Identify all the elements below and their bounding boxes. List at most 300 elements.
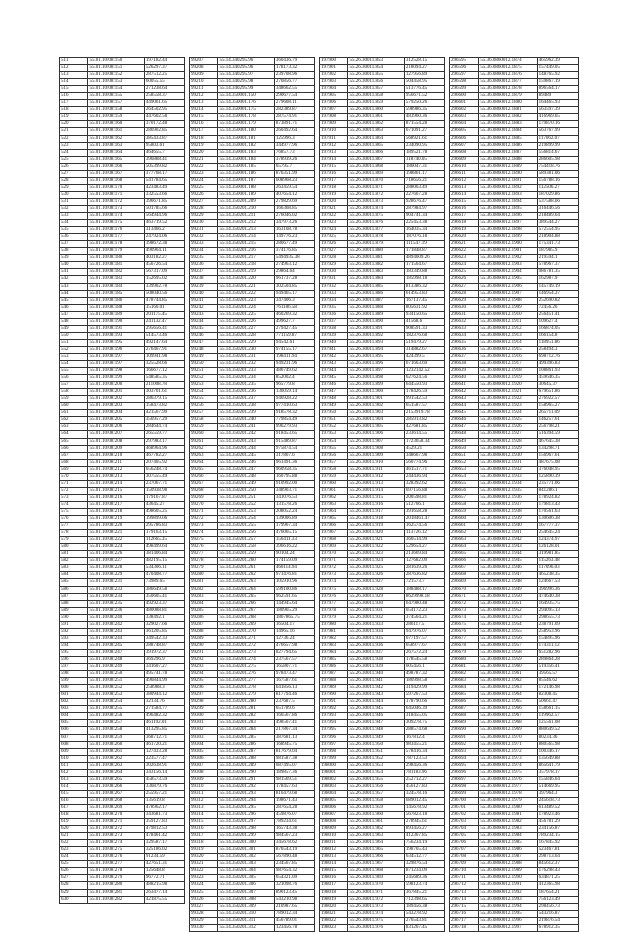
table-row <box>190 403 315 410</box>
row-id-cell: 99264 <box>190 459 218 466</box>
row-code-cell: 55.36.0860012.1989 <box>479 868 537 875</box>
table-row <box>450 241 579 248</box>
row-value-cell: 458573.59 <box>144 776 184 783</box>
table-row <box>320 79 445 86</box>
row-value-cell: 127956.89 <box>404 72 444 79</box>
row-id-cell: 99271 <box>190 509 218 516</box>
table-row <box>190 812 315 819</box>
row-id-cell: 296702 <box>450 812 479 819</box>
table-row <box>320 149 445 156</box>
row-id-cell: 99287 <box>190 621 218 628</box>
table-row <box>60 826 185 833</box>
row-code-cell: 55.26.30011.869 <box>348 170 404 177</box>
table-row <box>320 635 445 642</box>
table-row <box>190 572 315 579</box>
row-code-cell: 55.01.10/08:234 <box>88 593 144 600</box>
table-row <box>60 875 185 882</box>
table-row <box>450 191 579 198</box>
row-code-cell: 55.36.0860012.1973 <box>479 755 537 762</box>
row-value-cell: 4529.21 <box>404 445 444 452</box>
table-row <box>60 819 185 826</box>
row-code-cell: 55.01.10/08:240 <box>88 614 144 621</box>
row-value-cell: 543210.98 <box>274 896 314 903</box>
row-value-cell: 145678.92 <box>404 804 444 811</box>
table-row <box>450 487 579 494</box>
table-row <box>450 762 579 769</box>
table-row <box>320 332 445 339</box>
table-row <box>450 621 579 628</box>
table-row <box>190 826 315 833</box>
table-row <box>450 910 579 917</box>
row-value-cell: 483960.36 <box>404 114 444 121</box>
row-code-cell: 55.36.0860012.1971 <box>479 741 537 748</box>
row-value-cell: 396888.41 <box>144 156 184 163</box>
table-row <box>60 685 185 692</box>
row-value-cell: 495741.78 <box>144 671 184 678</box>
row-id-cell: 296607 <box>450 142 479 149</box>
row-code-cell: 55.01.10/08:188 <box>88 304 144 311</box>
row-code-cell: 55.14.350201.300 <box>218 840 274 847</box>
row-value-cell: 1867865.75 <box>274 614 314 621</box>
row-code-cell: 55.26.30011.966 <box>348 854 404 861</box>
table-row <box>190 142 315 149</box>
table-row <box>450 593 579 600</box>
row-code-cell: 55.26.30011.862 <box>348 121 404 128</box>
row-id-cell: 513 <box>60 72 88 79</box>
row-value-cell: 176298.43 <box>537 868 578 875</box>
row-code-cell: 55.26.30011.926 <box>348 572 404 579</box>
table-row <box>190 762 315 769</box>
row-id-cell: 197997 <box>320 741 348 748</box>
row-code-cell: 55.26.30011.868 <box>348 163 404 170</box>
row-code-cell: 55.26.30011.931 <box>348 607 404 614</box>
row-code-cell: 55.14.350201.243 <box>218 438 274 445</box>
row-code-cell: 55.36.0860012.1908 <box>479 297 537 304</box>
row-code-cell: 55.14.350201.298 <box>218 826 274 833</box>
table-row <box>450 748 579 755</box>
row-id-cell: 197946 <box>320 382 348 389</box>
table-row <box>60 375 185 382</box>
table-row <box>450 868 579 875</box>
table-row <box>320 220 445 227</box>
row-id-cell: 197999 <box>320 755 348 762</box>
row-code-cell: 55.14.350201.248 <box>218 473 274 480</box>
row-code-cell: 55.36.0860012.1915 <box>479 346 537 353</box>
row-value-cell: 324578.16 <box>404 790 444 797</box>
row-id-cell: 197911 <box>320 135 348 142</box>
row-id-cell: 99218 <box>190 135 218 142</box>
row-value-cell: 563767.99 <box>537 128 578 135</box>
row-code-cell: 55.26.30011.918 <box>348 516 404 523</box>
row-value-cell: 599100.86 <box>274 586 314 593</box>
row-value-cell: 370172.48 <box>144 121 184 128</box>
row-code-cell: 55.14.350201.233 <box>218 368 274 375</box>
row-id-cell: 296634 <box>450 332 479 339</box>
table-row <box>320 227 445 234</box>
row-code-cell: 55.01.10/08:150 <box>88 58 144 65</box>
row-id-cell: 197913 <box>320 149 348 156</box>
row-code-cell: 55.36.0860012.1950 <box>479 593 537 600</box>
row-id-cell: 543 <box>60 283 88 290</box>
row-value-cell: 219876.54 <box>537 917 578 924</box>
table-row <box>320 882 445 889</box>
row-value-cell: 76857.73 <box>274 149 314 156</box>
row-id-cell: 99288 <box>190 628 218 635</box>
table-row <box>60 339 185 346</box>
row-code-cell: 55.14.350201.227 <box>218 325 274 332</box>
row-code-cell: 55.26.30011.922 <box>348 544 404 551</box>
row-id-cell: 197960 <box>320 480 348 487</box>
row-id-cell: 197998 <box>320 748 348 755</box>
row-value-cell: 179167.87 <box>144 494 184 501</box>
table-row <box>320 544 445 551</box>
row-code-cell: 55.14.350201.247 <box>218 466 274 473</box>
row-id-cell: 579 <box>60 537 88 544</box>
table-row <box>450 297 579 304</box>
table-row <box>60 607 185 614</box>
table-row <box>320 198 445 205</box>
row-id-cell: 296705 <box>450 833 479 840</box>
row-id-cell: 197942 <box>320 353 348 360</box>
row-id-cell: 99311 <box>190 790 218 797</box>
row-id-cell: 551 <box>60 339 88 346</box>
row-id-cell: 296648 <box>450 431 479 438</box>
row-id-cell: 296698 <box>450 783 479 790</box>
table-row <box>450 255 579 262</box>
row-id-cell: 198015 <box>320 868 348 875</box>
table-row <box>450 93 579 100</box>
row-id-cell: 296680 <box>450 656 479 663</box>
row-id-cell: 197951 <box>320 417 348 424</box>
row-id-cell: 99220 <box>190 149 218 156</box>
row-code-cell: 55.01.10/08:247 <box>88 649 144 656</box>
row-value-cell: 298456.36 <box>404 762 444 769</box>
row-id-cell: 198008 <box>320 819 348 826</box>
row-value-cell: 461720.21 <box>144 741 184 748</box>
table-row <box>320 783 445 790</box>
row-code-cell: 55.01.10/08:256 <box>88 713 144 720</box>
table-row <box>320 579 445 586</box>
row-code-cell: 55.14.350201.220 <box>218 276 274 283</box>
table-row <box>450 551 579 558</box>
row-value-cell: 313466.2 <box>144 227 184 234</box>
row-id-cell: 197995 <box>320 727 348 734</box>
row-value-cell: 252712.27 <box>404 776 444 783</box>
table-row <box>190 593 315 600</box>
row-value-cell: 852002.4 <box>274 375 314 382</box>
table-row <box>450 107 579 114</box>
row-code-cell: 55.26.30011.872 <box>348 191 404 198</box>
row-code-cell: 55.26.30011.878 <box>348 234 404 241</box>
row-code-cell: 55.14.340295.96 <box>218 65 274 72</box>
table-row <box>60 213 185 220</box>
table-row <box>190 642 315 649</box>
row-id-cell: 198002 <box>320 776 348 783</box>
row-value-cell: 456726.54 <box>144 262 184 269</box>
row-value-cell: 198861.17 <box>404 170 444 177</box>
row-id-cell: 530 <box>60 191 88 198</box>
table-row <box>60 149 185 156</box>
row-code-cell: 55.26.30011.955 <box>348 776 404 783</box>
table-row <box>320 572 445 579</box>
row-value-cell: 519479.27 <box>404 339 444 346</box>
table-body <box>450 58 579 932</box>
row-id-cell: 197983 <box>320 642 348 649</box>
row-code-cell: 55.01.10/08:210 <box>88 452 144 459</box>
row-id-cell: 99325 <box>190 889 218 896</box>
row-value-cell: 421567.99 <box>144 410 184 417</box>
table-row <box>60 544 185 551</box>
row-id-cell: 197977 <box>320 600 348 607</box>
row-code-cell: 55.01.10/08:198 <box>88 368 144 375</box>
row-value-cell: 486749.62 <box>274 368 314 375</box>
row-id-cell: 99209 <box>190 72 218 79</box>
row-code-cell: 55.14.340295.97 <box>218 72 274 79</box>
row-code-cell: 55.26.30011.927 <box>348 579 404 586</box>
row-code-cell: 55.36.0860012.1980 <box>479 804 537 811</box>
row-value-cell: 492923.37 <box>144 600 184 607</box>
table-row <box>320 353 445 360</box>
row-id-cell: 99312 <box>190 797 218 804</box>
row-code-cell: 55.14.350201.245 <box>218 452 274 459</box>
row-code-cell: 55.26.30011.906 <box>348 431 404 438</box>
row-id-cell: 197967 <box>320 530 348 537</box>
row-value-cell: 164465.93 <box>537 100 578 107</box>
table-row <box>320 826 445 833</box>
row-code-cell: 55.14.350001.185 <box>218 163 274 170</box>
row-id-cell: 296637 <box>450 353 479 360</box>
row-value-cell: 287654.28 <box>274 804 314 811</box>
row-id-cell: 99291 <box>190 649 218 656</box>
table-row <box>450 896 579 903</box>
row-id-cell: 296671 <box>450 593 479 600</box>
table-row <box>450 713 579 720</box>
row-id-cell: 296643 <box>450 396 479 403</box>
table-row <box>60 530 185 537</box>
row-id-cell: 628 <box>60 882 88 889</box>
row-id-cell: 533 <box>60 213 88 220</box>
table-row <box>60 248 185 255</box>
row-id-cell: 99227 <box>190 198 218 205</box>
row-code-cell: 55.36.0860012.1984 <box>479 833 537 840</box>
row-value-cell: 827794.65 <box>274 649 314 656</box>
row-value-cell: 568921.61 <box>404 135 444 142</box>
row-code-cell: 55.01.10/08:253 <box>88 692 144 699</box>
row-code-cell: 55.26.30011.932 <box>348 614 404 621</box>
table-row <box>450 403 579 410</box>
row-id-cell: 517 <box>60 100 88 107</box>
row-code-cell: 55.01.10/08:235 <box>88 600 144 607</box>
row-value-cell: 188488.17 <box>404 586 444 593</box>
table-row <box>450 417 579 424</box>
table-row <box>450 924 579 931</box>
row-code-cell: 55.01.10/08:168 <box>88 177 144 184</box>
row-value-cell: 461517.71 <box>404 466 444 473</box>
table-row <box>320 868 445 875</box>
row-id-cell: 296610 <box>450 163 479 170</box>
row-id-cell: 197903 <box>320 79 348 86</box>
table-row <box>450 819 579 826</box>
table-row <box>450 847 579 854</box>
table-row <box>190 262 315 269</box>
row-id-cell: 296707 <box>450 847 479 854</box>
row-code-cell: 55.36.0860012.1969 <box>479 727 537 734</box>
row-code-cell: 55.26.30011.863 <box>348 128 404 135</box>
row-code-cell: 55.14.350201.259 <box>218 551 274 558</box>
table-row <box>450 544 579 551</box>
row-code-cell: 55.14.350001.183 <box>218 149 274 156</box>
row-code-cell: 55.14.350201.260 <box>218 558 274 565</box>
row-value-cell: 817679.04 <box>274 748 314 755</box>
row-value-cell: 85546.62 <box>537 678 578 685</box>
row-code-cell: 55.01.10/08:200 <box>88 382 144 389</box>
row-code-cell: 55.26.30011.915 <box>348 494 404 501</box>
row-code-cell: 55.26.30011.924 <box>348 558 404 565</box>
row-code-cell: 55.26.30011.937 <box>348 649 404 656</box>
row-value-cell: 880649.52 <box>537 727 578 734</box>
table-row <box>60 198 185 205</box>
row-code-cell: 55.01.10/08:170 <box>88 184 144 191</box>
row-code-cell: 55.01.10/08:159 <box>88 114 144 121</box>
row-code-cell: 55.36.0860012.1978 <box>479 790 537 797</box>
row-code-cell: 55.14.350201.232 <box>218 361 274 368</box>
row-id-cell: 296650 <box>450 445 479 452</box>
row-id-cell: 296694 <box>450 755 479 762</box>
row-id-cell: 99273 <box>190 523 218 530</box>
row-value-cell: 499627.7 <box>274 318 314 325</box>
row-code-cell: 55.36.0860012.1884 <box>479 128 537 135</box>
row-id-cell: 559 <box>60 396 88 403</box>
row-code-cell: 55.01.10/08:196 <box>88 346 144 353</box>
row-id-cell: 99232 <box>190 234 218 241</box>
row-value-cell: 996279.93 <box>274 424 314 431</box>
row-value-cell: 548585.35 <box>144 375 184 382</box>
row-code-cell: 55.36.0860012.1974 <box>479 762 537 769</box>
table-row <box>450 558 579 565</box>
row-value-cell: 871554.28 <box>404 121 444 128</box>
table-row <box>450 135 579 142</box>
row-value-cell: 287512.25 <box>144 72 184 79</box>
table-row <box>60 833 185 840</box>
row-id-cell: 99309 <box>190 776 218 783</box>
row-value-cell: 109627.4 <box>537 318 578 325</box>
row-code-cell: 55.26.30011.917 <box>348 509 404 516</box>
row-id-cell: 296715 <box>450 903 479 910</box>
row-code-cell: 55.01.10/08:178 <box>88 241 144 248</box>
table-row <box>60 579 185 586</box>
row-value-cell: 421875.55 <box>144 896 184 903</box>
row-id-cell: 296683 <box>450 678 479 685</box>
row-id-cell: 296686 <box>450 699 479 706</box>
row-id-cell: 546 <box>60 304 88 311</box>
row-value-cell: 144945.64 <box>274 600 314 607</box>
table-row <box>320 459 445 466</box>
table-row <box>320 262 445 269</box>
row-code-cell: 55.26.30011.894 <box>348 346 404 353</box>
table-row <box>320 847 445 854</box>
table-row <box>60 896 185 903</box>
table-row <box>60 748 185 755</box>
row-id-cell: 296606 <box>450 135 479 142</box>
row-id-cell: 573 <box>60 494 88 501</box>
row-value-cell: 276856.77 <box>274 79 314 86</box>
row-code-cell: 55.26.30011.877 <box>348 227 404 234</box>
row-code-cell: 55.26.30011.904 <box>348 417 404 424</box>
table-row <box>60 699 185 706</box>
row-code-cell: 55.36.0860012.1956 <box>479 635 537 642</box>
table-row <box>190 170 315 177</box>
row-id-cell: 587 <box>60 593 88 600</box>
row-code-cell: 55.36.0860012.1938 <box>479 509 537 516</box>
row-code-cell: 55.36.0860012.1997 <box>479 924 537 931</box>
table-row <box>60 812 185 819</box>
row-id-cell: 562 <box>60 417 88 424</box>
table-row <box>450 565 579 572</box>
table-row <box>60 713 185 720</box>
row-code-cell: 55.01.10/08:219 <box>88 516 144 523</box>
row-code-cell: 55.26.30011.956 <box>348 783 404 790</box>
row-code-cell: 55.14.350201.221 <box>218 283 274 290</box>
row-id-cell: 197914 <box>320 156 348 163</box>
row-value-cell: 479812.53 <box>144 826 184 833</box>
table-row <box>60 191 185 198</box>
row-value-cell: 981569.51 <box>274 776 314 783</box>
row-code-cell: 55.36.0860012.1949 <box>479 586 537 593</box>
row-code-cell: 55.01.10/08:252 <box>88 685 144 692</box>
row-value-cell: 124667.53 <box>537 579 578 586</box>
row-code-cell: 55.36.0860012.1979 <box>479 797 537 804</box>
row-code-cell: 55.14.350201.217 <box>218 255 274 262</box>
table-row <box>60 128 185 135</box>
row-value-cell: 597267.53 <box>404 692 444 699</box>
row-code-cell: 55.14.350201.276 <box>218 671 274 678</box>
row-id-cell: 197968 <box>320 537 348 544</box>
row-value-cell: 651587.57 <box>404 403 444 410</box>
row-value-cell: 43645.27 <box>144 501 184 508</box>
row-code-cell: 55.01.10/08:280 <box>88 882 144 889</box>
row-code-cell: 55.26.30011.951 <box>348 748 404 755</box>
table-row <box>190 304 315 311</box>
table-row <box>190 234 315 241</box>
row-value-cell: 118951.86 <box>537 339 578 346</box>
row-value-cell: 241132.47 <box>144 318 184 325</box>
row-code-cell: 55.36.0860012.1996 <box>479 917 537 924</box>
row-value-cell: 679651.86 <box>537 389 578 396</box>
row-id-cell: 99307 <box>190 762 218 769</box>
row-id-cell: 296624 <box>450 262 479 269</box>
row-value-cell: 498787.32 <box>404 671 444 678</box>
row-code-cell: 55.01.10/08:244 <box>88 635 144 642</box>
row-id-cell: 589 <box>60 607 88 614</box>
table-row <box>190 459 315 466</box>
row-id-cell: 296657 <box>450 494 479 501</box>
table-row <box>60 551 185 558</box>
row-id-cell: 197910 <box>320 128 348 135</box>
row-value-cell: 168945.75 <box>274 741 314 748</box>
table-row <box>320 903 445 910</box>
row-id-cell: 608 <box>60 741 88 748</box>
row-id-cell: 296710 <box>450 868 479 875</box>
row-id-cell: 99292 <box>190 656 218 663</box>
row-id-cell: 542 <box>60 276 88 283</box>
table-row <box>60 205 185 212</box>
table-row <box>190 544 315 551</box>
table-row <box>60 642 185 649</box>
row-id-cell: 614 <box>60 783 88 790</box>
table-body <box>190 58 315 932</box>
row-code-cell: 55.26.30011.964 <box>348 840 404 847</box>
table-row <box>450 755 579 762</box>
